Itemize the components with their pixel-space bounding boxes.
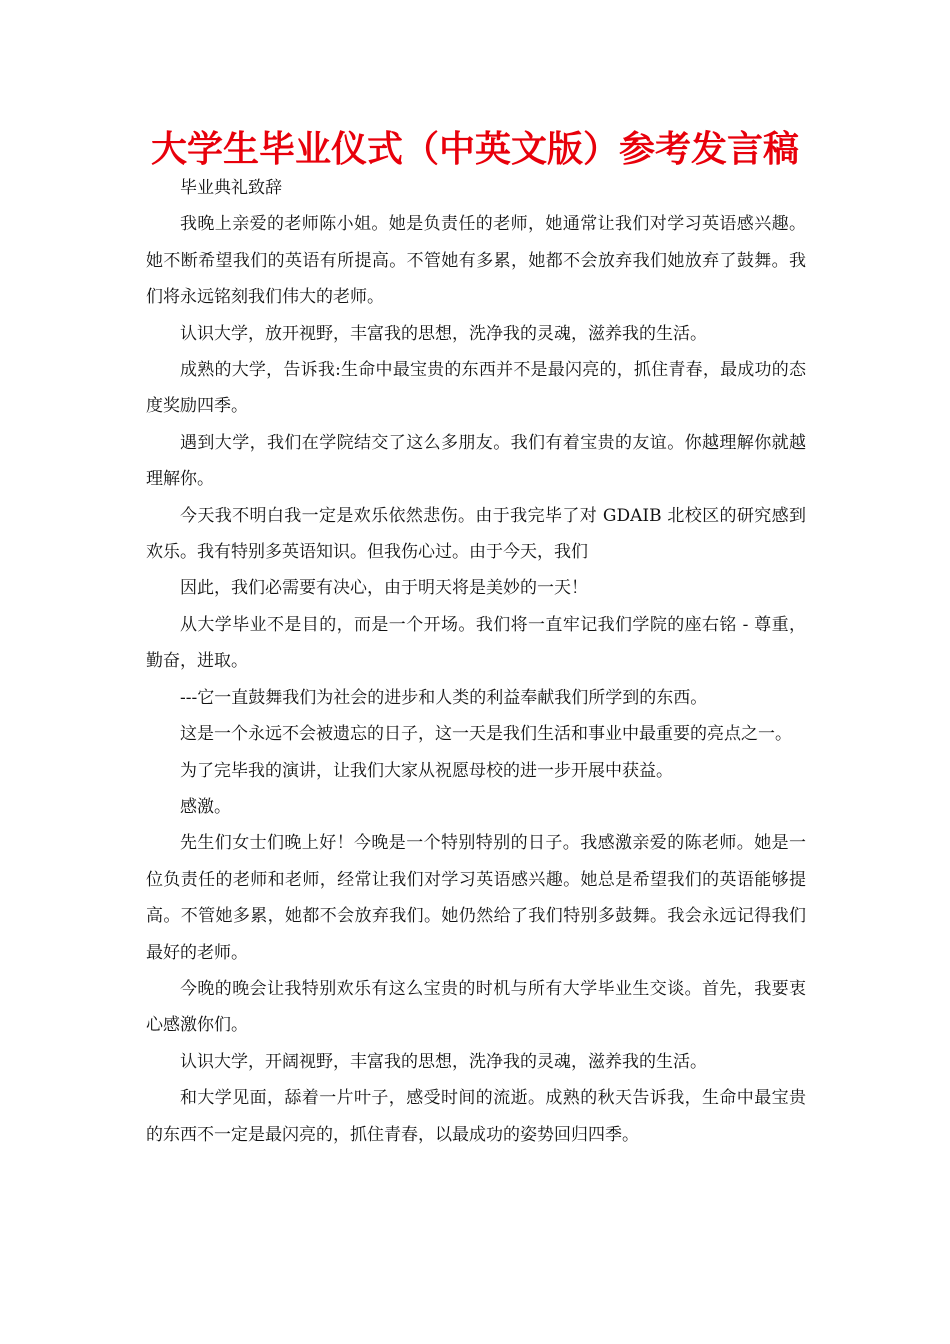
paragraph: 遇到大学，我们在学院结交了这么多朋友。我们有着宝贵的友谊。你越理解你就越理解你。	[146, 432, 806, 490]
paragraph-heading: 毕业典礼致辞	[180, 178, 282, 198]
paragraph: 我晚上亲爱的老师陈小姐。她是负责任的老师，她通常让我们对学习英语感兴趣。她不断希望我们的英语有所提高。不管她有多累，她都不会放弃我们她放弃了鼓舞。我们将永远铭刻我们伟大的老师。	[146, 214, 806, 308]
paragraph: 今天我不明白我一定是欢乐依然悲伤。由于我完毕了对 GDAIB 北校区的研究感到欢乐。我有特别多英语知识。但我伤心过。由于今天，我们	[146, 505, 806, 563]
paragraph: 因此，我们必需要有决心，由于明天将是美妙的一天！	[180, 578, 588, 599]
document-body	[146, 170, 806, 1153]
paragraph: 认识大学，放开视野，丰富我的思想，洗净我的灵魂，滋养我的生活。	[180, 323, 707, 344]
paragraph: ---它一直鼓舞我们为社会的进步和人类的利益奉献我们所学到的东西。	[180, 687, 708, 708]
document-title: 大学生毕业仪式（中英文版）参考发言稿	[150, 129, 799, 170]
paragraph: 先生们女士们晚上好！今晚是一个特别特别的日子。我感激亲爱的陈老师。她是一位负责任的老师和老师，经常让我们对学习英语感兴趣。她总是希望我们的英语能够提高。不管她多累，她都不会放弃我们。她仍然给了我们特别多鼓舞。我会永远记得我们最好的老师。	[146, 833, 806, 963]
paragraph: 今晚的晚会让我特别欢乐有这么宝贵的时机与所有大学毕业生交谈。首先，我要衷心感激你们。	[146, 978, 806, 1036]
paragraph: 从大学毕业不是目的，而是一个开场。我们将一直牢记我们学院的座右铭 - 尊重，勤奋，进取。	[146, 614, 806, 672]
paragraph: 认识大学，开阔视野，丰富我的思想，洗净我的灵魂，滋养我的生活。	[180, 1051, 707, 1072]
paragraph: 这是一个永远不会被遗忘的日子，这一天是我们生活和事业中最重要的亮点之一。	[180, 724, 792, 745]
paragraph: 为了完毕我的演讲，让我们大家从祝愿母校的进一步开展中获益。	[180, 760, 673, 781]
paragraph: 和大学见面，舔着一片叶子，感受时间的流逝。成熟的秋天告诉我，生命中最宝贵的东西不一定是最闪亮的，抓住青春，以最成功的姿势回归四季。	[146, 1088, 806, 1145]
paragraph: 成熟的大学，告诉我:生命中最宝贵的东西并不是最闪亮的，抓住青春，最成功的态度奖励四季。	[146, 360, 806, 417]
paragraph: 感激。	[180, 796, 231, 817]
